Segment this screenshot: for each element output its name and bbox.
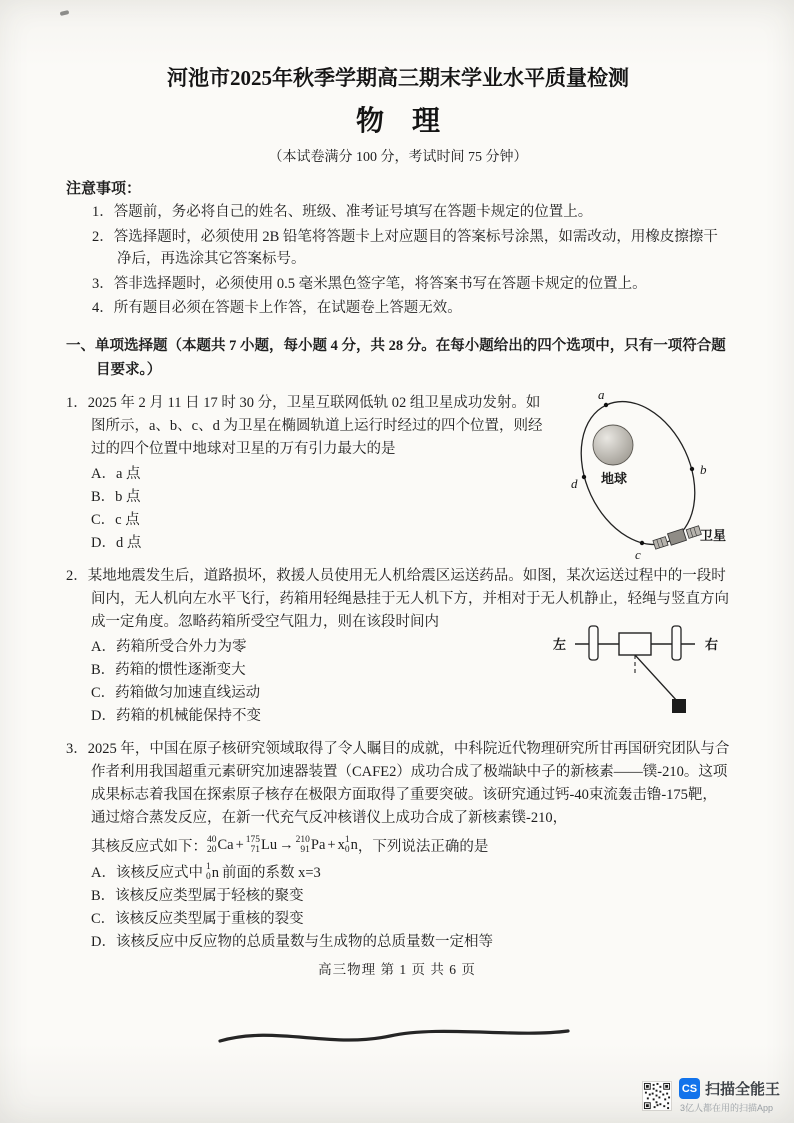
scan-artifact — [215, 1020, 575, 1054]
notice-item-3: 3．答非选择题时，必须使用 0.5 毫米黑色签字笔，将答案书写在答题卡规定的位置上。 — [92, 275, 647, 292]
plus-sign-2: + — [327, 837, 336, 853]
point-c — [640, 540, 644, 544]
nuclide-ca: 40 20 Ca — [207, 834, 234, 855]
right-label: 右 — [705, 636, 719, 652]
qr-code — [642, 1081, 672, 1111]
rope-line — [635, 655, 678, 702]
plus-sign: + — [235, 837, 244, 853]
question-3-options — [66, 862, 730, 954]
page-content — [66, 54, 730, 954]
earth-circle — [593, 425, 633, 465]
left-label: 左 — [553, 636, 567, 652]
question-2 — [66, 565, 730, 728]
q1-option-c: C．c 点 — [91, 511, 140, 528]
point-a — [604, 402, 608, 406]
q2-option-d: D．药箱的机械能保持不变 — [91, 707, 261, 724]
q2-option-c: C．药箱做匀加速直线运动 — [91, 684, 261, 701]
rotor-right — [672, 626, 681, 660]
point-d — [582, 474, 586, 478]
camscanner-name: 扫描全能王 — [704, 1081, 780, 1098]
satellite-icon — [652, 523, 701, 549]
q3-option-a: A．该核反应式中 1 0 n 前面的系数 x=3 — [91, 862, 730, 885]
notice-header: 注意事项： — [66, 181, 142, 197]
point-b — [690, 466, 694, 470]
question-1 — [66, 387, 730, 562]
nuclide-n: 1 0 n — [344, 834, 358, 855]
neutron-coefficient: x — [337, 837, 345, 853]
exam-info: （本试卷满分 100 分，考试时间 75 分钟） — [268, 150, 528, 165]
question-2-stem: 2．某地地震发生后，道路损坏，救援人员使用无人机给震区运送药品。如图，某次运送过程中的一段时间内，无人机向左水平飞行，药箱用轻绳悬挂于无人机下方，并相对于无人机静止，轻绳与竖直方向成一定角度。忽略药箱所受空气阻力，则在该段时间内 — [66, 567, 729, 630]
question-2-options — [66, 636, 506, 728]
satellite-label: 卫星 — [700, 527, 727, 543]
rotor-left — [589, 626, 598, 660]
point-label-d: d — [571, 475, 578, 491]
question-3 — [66, 738, 730, 954]
point-label-a: a — [598, 387, 605, 402]
q2-option-a: A．药箱所受合外力为零 — [91, 638, 247, 655]
nuclide-n-inline: 1 0 n — [205, 862, 219, 882]
watermark-text-block — [679, 1078, 780, 1114]
nuclear-equation-line — [66, 832, 730, 860]
q1-option-a: A．a 点 — [91, 465, 141, 482]
q1-option-d: D．d 点 — [91, 534, 142, 551]
section1-header: 一、单项选择题（本题共 7 小题，每小题 4 分，共 28 分。在每小题给出的四个选项中，只有一项符合题目要求。） — [66, 337, 726, 378]
question-3-stem: 3．2025 年，中国在原子核研究领域取得了令人瞩目的成就，中科院近代物理研究所甘再国研究团队与合作者利用我国超重元素研究加速器装置（CAFE2）成功合成了极端缺中子的新核素——镤-210。这项成果标志着我国在探索原子核存在极限方面取得了重要突破。该研究通过钙-40束流轰击镥-175靶，通过熔合蒸发反应，在新一代充气反冲核谱仪上成功合成了新核素镤-210， — [66, 740, 730, 826]
drone-figure — [549, 611, 724, 726]
page-title: 河池市2025年秋季学期高三期末学业水平质量检测 — [167, 66, 629, 90]
equation-prefix: 其核反应式如下： — [91, 839, 207, 855]
camscanner-logo: CS — [679, 1078, 700, 1099]
drone-body — [619, 633, 651, 655]
notice-item-4: 4．所有题目必须在答题卡上作答，在试题卷上答题无效。 — [92, 300, 462, 316]
nuclide-lu: 175 71 Lu — [245, 834, 278, 855]
point-label-c: c — [635, 546, 641, 562]
arrow-sign: → — [279, 837, 294, 853]
camscanner-watermark — [642, 1078, 780, 1114]
equation-suffix: ，下列说法正确的是 — [357, 839, 489, 855]
notice-item-2: 2．答选择题时，必须使用 2B 铅笔将答题卡上对应题目的答案标号涂黑，如需改动，用橡皮擦擦干净后，再选涂其它答案标号。 — [92, 228, 718, 267]
subject-title: 物 理 — [355, 106, 440, 137]
orbit-figure — [543, 388, 738, 566]
notice-list — [66, 201, 730, 320]
notice-section — [66, 177, 730, 320]
watermark-top-row — [679, 1078, 780, 1099]
q3-option-d: D．该核反应中反应物的总质量数与生成物的总质量数一定相等 — [91, 933, 493, 950]
earth-label: 地球 — [601, 470, 628, 486]
nuclide-pa: 210 91 Pa — [295, 834, 326, 855]
q1-option-b: B．b 点 — [91, 488, 141, 505]
medicine-box — [672, 699, 686, 713]
q3-option-b: B．该核反应类型属于轻核的聚变 — [91, 887, 304, 904]
point-label-b: b — [700, 461, 707, 477]
notice-item-1: 1．答题前，务必将自己的姓名、班级、准考证号填写在答题卡规定的位置上。 — [92, 204, 593, 220]
camscanner-tagline: 3亿人都在用的扫描App — [679, 1103, 774, 1113]
page-footer: 高三物理 第 1 页 共 6 页 — [318, 962, 476, 977]
q3-option-c: C．该核反应类型属于重核的裂变 — [91, 910, 304, 927]
q2-option-b: B．药箱的惯性逐渐变大 — [91, 661, 246, 678]
question-1-stem: 1．2025 年 2 月 11 日 17 时 30 分，卫星互联网低轨 02 组卫星成功发射。如图所示，a、b、c、d 为卫星在椭圆轨道上运行时经过的四个位置，则经过的四个位置中地球对卫星的万有引力最大的是 — [66, 394, 543, 457]
scan-speck — [60, 10, 70, 16]
